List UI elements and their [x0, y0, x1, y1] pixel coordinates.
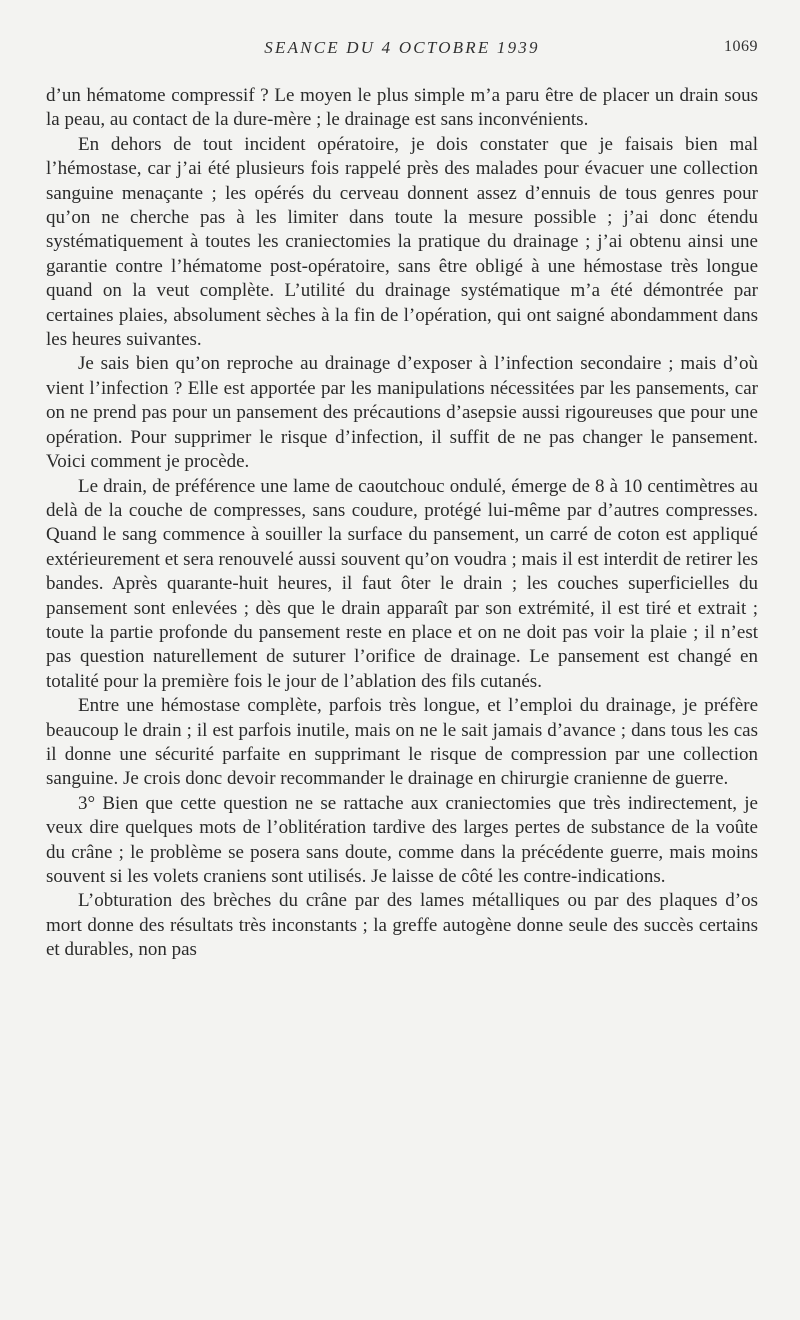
paragraph-obturation: L’obturation des brèches du crâne par des lames métalliques ou par des plaques d’os mort donne des résultats très inconstants ; la greffe autogène donne seule des succès certains et durables, non pas: [46, 890, 758, 961]
paragraph-drain-procedure: Le drain, de préférence une lame de caoutchouc ondulé, émerge de 8 à 10 centimètres au delà de la couche de compresses, sans coudure, protégé lui-même par d’autres compresses. Quand le sang commence à souiller la surface du pansement, un carré de coton est appliqué extérieurement et sera renouvelé aussi souvent qu’on voudra ; mais il est interdit de retirer les bandes. Après quarante-huit heures, il faut ôter le drain ; les couches superficielles du pansement sont enlevées ; dès que le drain apparaît par son extrémité, il est tiré et extrait ; toute la partie profonde du pansement reste en place et on ne doit pas voir la plaie ; il n’est pas question naturellement de suturer l’orifice de drainage. Le pansement est changé en totalité pour la première fois le jour de l’ablation des fils cutanés.: [46, 475, 758, 692]
body-text: [46, 84, 758, 963]
paragraph-recommendation: Entre une hémostase complète, parfois très longue, et l’emploi du drainage, je préfère beaucoup le drain ; il est parfois inutile, mais on ne le sait jamais d’avance ; dans tous les cas il donne une sécurité parfaite en supprimant le risque de compression par une collection sanguine. Je crois donc devoir recommander le drainage en chirurgie cranienne de guerre.: [46, 695, 758, 790]
paragraph-infection: Je sais bien qu’on reproche au drainage d’exposer à l’infection secondaire ; mais d’où vient l’infection ? Elle est apportée par les manipulations nécessitées par les pansements, car on ne prend pas pour un pansement des précautions d’asepsie aussi rigoureuses que pour une opération. Pour supprimer le risque d’infection, il suffit de ne pas changer le pansement. Voici comment je procède.: [46, 353, 758, 473]
page-number: 1069: [724, 38, 758, 55]
paragraph-continuation: d’un hématome compressif ? Le moyen le plus simple m’a paru être de placer un drain sous la peau, au contact de la dure-mère ; le drainage est sans inconvénients.: [46, 85, 758, 131]
paragraph-hemostasis: En dehors de tout incident opératoire, je dois constater que je faisais bien mal l’hémostase, car j’ai été plusieurs fois rappelé près des malades pour évacuer une collection sanguine menaçante ; les opérés du cerveau donnent assez d’ennuis de tous genres pour qu’on ne cherche pas à les limiter dans toute la mesure possible ; j’ai donc étendu systématiquement à toutes les craniectomies la pratique du drainage ; j’ai obtenu ainsi une garantie contre l’hématome post-opératoire, sans être obligé à une hémostase très longue quand on la veut complète. L’utilité du drainage systématique m’a été démontrée par certaines plaies, absolument sèches à la fin de l’opération, qui ont saigné abondamment dans les heures suivantes.: [46, 133, 758, 351]
running-header: [46, 38, 758, 62]
paragraph-obliteration: 3° Bien que cette question ne se rattache aux craniectomies que très indirectement, je veux dire quelques mots de l’oblitération tardive des larges pertes de substance de la voûte du crâne ; le problème se posera sans doute, comme dans la précédente guerre, mais moins souvent si les volets craniens sont utilisés. Je laisse de côté les contre-indications.: [46, 792, 758, 887]
running-title: SEANCE DU 4 OCTOBRE 1939: [264, 38, 540, 57]
